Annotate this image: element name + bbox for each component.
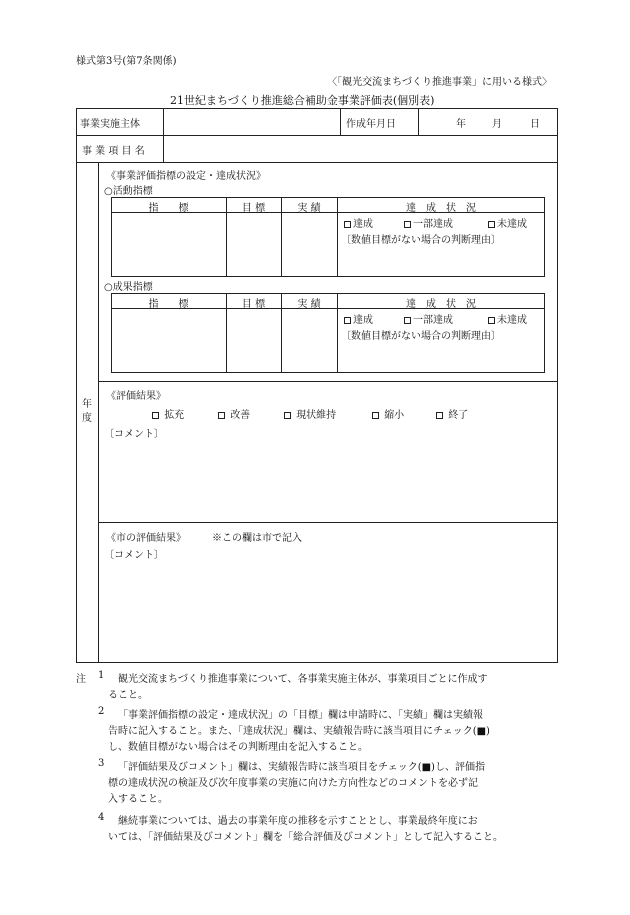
city-comment-label: 〔コメント〕 xyxy=(104,550,164,561)
outcome-col-status: 達 成 状 況 xyxy=(406,299,476,310)
checkbox-icon xyxy=(404,221,411,228)
activity-indicator-cell[interactable] xyxy=(113,214,224,275)
indicators-section-title: 《事業評価指標の設定・達成状況》 xyxy=(106,171,266,182)
date-input[interactable] xyxy=(421,110,555,133)
checkbox-icon xyxy=(344,221,351,228)
date-year: 年 xyxy=(456,119,466,130)
outcome-indicator-title: ○成果指標 xyxy=(104,282,153,293)
outcome-reason-text: 〔数値目標がない場合の判断理由〕 xyxy=(341,331,501,342)
evaluation-comment-input[interactable] xyxy=(104,440,552,518)
note-1-line-2: ること。 xyxy=(108,690,148,701)
activity-col-target: 目 標 xyxy=(241,203,266,214)
city-evaluation-title: 《市の評価結果》 xyxy=(106,533,186,544)
outcome-actual-cell[interactable] xyxy=(283,310,335,371)
note-2-line-3: し、数値目標がない場合はその判断理由を記入すること。 xyxy=(108,742,368,753)
date-day: 日 xyxy=(530,119,540,130)
note-2-line-1: 「事業評価指標の設定・達成状況」の「目標」欄は申請時に、「実績」欄は実績報 xyxy=(118,710,483,721)
eval-opt-reduce[interactable]: 縮小 xyxy=(372,406,404,421)
note-2-number: 2 xyxy=(98,706,105,717)
entity-input[interactable] xyxy=(166,110,338,133)
outcome-opt-partial[interactable]: 一部達成 xyxy=(404,311,453,326)
note-3-line-2: 標の達成状況の検証及び次年度事業の実施に向けた方向性などのコメントを必ず記 xyxy=(108,778,478,789)
outcome-target-cell[interactable] xyxy=(228,310,279,371)
note-4-number: 4 xyxy=(98,812,105,823)
activity-target-cell[interactable] xyxy=(228,214,279,275)
note-4-line-1: 継続事業については、過去の事業年度の推移を示すこととし、事業最終年度にお xyxy=(118,816,478,827)
city-comment-input[interactable] xyxy=(104,562,552,658)
date-month: 月 xyxy=(492,119,502,130)
checkbox-icon xyxy=(488,221,495,228)
activity-indicator-title: ○活動指標 xyxy=(104,186,153,197)
activity-reason-text: 〔数値目標がない場合の判断理由〕 xyxy=(341,235,501,246)
note-3-line-1: 「評価結果及びコメント」欄は、実績報告時に該当項目をチェック(■)し、評価指 xyxy=(118,762,485,773)
activity-col-indicator: 指 標 xyxy=(148,203,189,214)
checkbox-icon xyxy=(152,412,159,419)
checkbox-icon xyxy=(344,317,351,324)
outcome-col-target: 目 標 xyxy=(241,299,266,310)
checkbox-icon xyxy=(404,317,411,324)
evaluation-comment-label: 〔コメント〕 xyxy=(104,429,164,440)
activity-col-status: 達 成 状 況 xyxy=(406,203,476,214)
activity-opt-partial[interactable]: 一部達成 xyxy=(404,215,453,230)
note-1-number: 1 xyxy=(98,670,105,681)
eval-opt-improve[interactable]: 改善 xyxy=(218,406,250,421)
outcome-opt-not[interactable]: 未達成 xyxy=(488,311,527,326)
outcome-col-indicator: 指 標 xyxy=(148,299,189,310)
form-number: 様式第3号(第7条関係) xyxy=(76,56,177,67)
eval-opt-expand[interactable]: 拡充 xyxy=(152,406,184,421)
checkbox-icon xyxy=(488,317,495,324)
evaluation-title: 《評価結果》 xyxy=(106,391,166,402)
checkbox-icon xyxy=(436,412,443,419)
usage-note: 〈「観光交流まちづくり推進事業」に用いる様式〉 xyxy=(327,77,552,88)
entity-label: 事業実施主体 xyxy=(80,119,140,130)
eval-opt-end[interactable]: 終了 xyxy=(436,406,468,421)
checkbox-icon xyxy=(372,412,379,419)
activity-opt-achieved[interactable]: 達成 xyxy=(344,215,373,230)
note-3-number: 3 xyxy=(98,758,105,769)
note-4-line-2: いては、「評価結果及びコメント」欄を「総合評価及びコメント」として記入すること。 xyxy=(108,832,503,843)
eval-opt-maintain[interactable]: 現状維持 xyxy=(284,406,336,421)
year-char-1: 年 xyxy=(82,399,92,410)
date-label: 作成年月日 xyxy=(346,119,396,130)
note-1-line-1: 観光交流まちづくり推進事業について、各事業実施主体が、事業項目ごとに作成す xyxy=(118,674,488,685)
outcome-col-actual: 実 績 xyxy=(297,299,321,310)
activity-col-actual: 実 績 xyxy=(297,203,321,214)
note-3-line-3: 入すること。 xyxy=(108,794,168,805)
checkbox-icon xyxy=(218,412,225,419)
activity-opt-not[interactable]: 未達成 xyxy=(488,215,527,230)
outcome-opt-achieved[interactable]: 達成 xyxy=(344,311,373,326)
item-label: 事 業 項 目 名 xyxy=(82,146,145,157)
checkbox-icon xyxy=(284,412,291,419)
item-input[interactable] xyxy=(166,137,554,160)
page-title: 21世紀まちづくり推進総合補助金事業評価表(個別表) xyxy=(170,94,435,107)
activity-actual-cell[interactable] xyxy=(283,214,335,275)
year-char-2: 度 xyxy=(82,413,92,424)
note-2-line-2: 告時に記入すること。また、「達成状況」欄は、実績報告時に該当項目にチェック(■) xyxy=(108,726,490,737)
notes-prefix: 注 xyxy=(76,674,86,685)
city-evaluation-note: ※この欄は市で記入 xyxy=(212,533,302,544)
outcome-indicator-cell[interactable] xyxy=(113,310,224,371)
